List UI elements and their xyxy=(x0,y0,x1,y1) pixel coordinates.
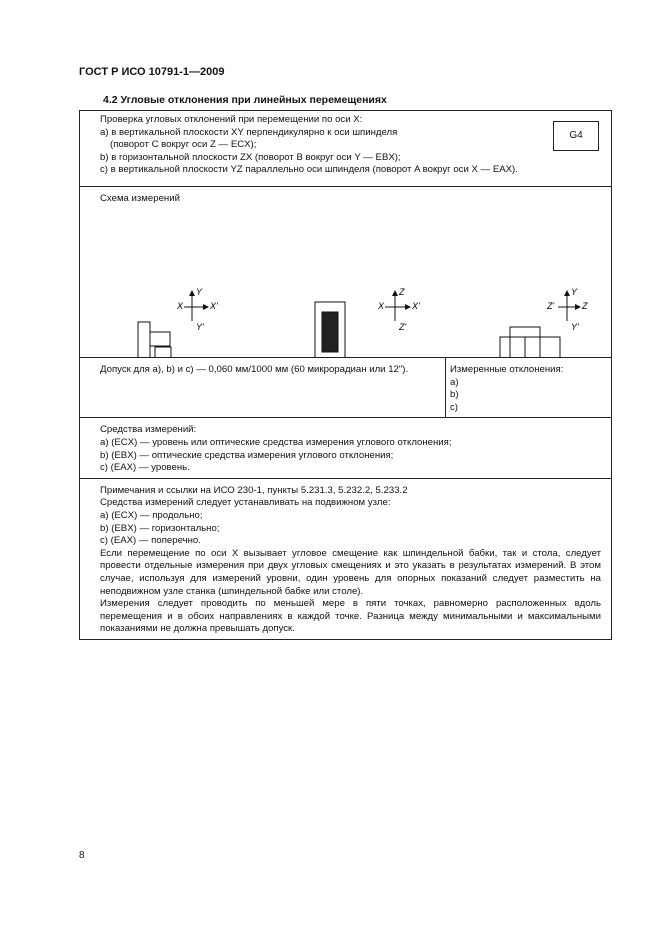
axis-label: Z xyxy=(399,287,405,297)
scheme-title: Схема измерений xyxy=(100,193,180,204)
instruments-title: Средства измерений: xyxy=(100,424,197,436)
axis-label: X xyxy=(378,301,385,311)
measured-item: a) xyxy=(450,376,459,388)
axis-label: Y' xyxy=(571,322,579,332)
tolerance-text: Допуск для a), b) и c) — 0,060 мм/1000 мм (60 микрорадиан или 12"). xyxy=(100,364,409,375)
axis-label: Z' xyxy=(399,322,407,332)
instrument-item: c) (EAX) — уровень. xyxy=(100,462,190,474)
notes-item: c) (EAX) — поперечно. xyxy=(100,535,201,547)
machine-c-drawing xyxy=(450,327,570,357)
notes-cell xyxy=(80,478,612,639)
measurement-scheme-diagram xyxy=(80,187,613,357)
instrument-item: a) (ECX) — уровень или оптические средства измерения углового отклонения; xyxy=(100,436,452,448)
axis-label: X' xyxy=(210,301,218,311)
instruments-row xyxy=(80,418,612,478)
notes-mount: Средства измерений следует устанавливать на подвижном узле: xyxy=(100,497,391,509)
check-line: (поворот C вокруг оси Z — ECX); xyxy=(110,139,257,151)
check-description-row xyxy=(80,111,612,187)
measured-item: b) xyxy=(450,389,459,401)
notes-paragraph: Если перемещение по оси X вызывает угловое смещение как шпиндельной бабки, так и стола, следует провести отдельные измерения при двух угловых смещениях и это указать в результатах измерений. В этом случае, используя для измерений уровни, один уровень для опорных показаний следует разместить на неподвижном узле станка (шпиндельной бабке или столе). xyxy=(100,547,601,597)
axis-label: Y xyxy=(196,287,203,297)
check-description-cell xyxy=(80,111,612,187)
check-table xyxy=(79,110,612,640)
axis-label: Z xyxy=(582,301,588,311)
measured-title: Измеренные отклонения: xyxy=(450,364,564,375)
notes-row xyxy=(80,478,612,639)
tolerance-row xyxy=(80,358,612,418)
axes-b xyxy=(385,291,410,321)
check-line: Проверка угловых отклонений при перемещении по оси X: xyxy=(100,114,363,125)
notes-paragraph: Измерения следует проводить по меньшей мере в пяти точках, равномерно расположенных вдоль перемещения и в обоих направлениях в каждой точке. Разница между минимальными и максимальными показаниями не должна превышать допуск. xyxy=(100,598,601,635)
instruments-cell xyxy=(80,418,612,478)
scheme-row xyxy=(80,187,612,358)
notes-title: Примечания и ссылки на ИСО 230-1, пункты 5.231.3, 5.232.2, 5.233.2 xyxy=(100,484,408,496)
measured-item: c) xyxy=(450,401,458,413)
section-title: 4.2 Угловые отклонения при линейных перемещениях xyxy=(103,94,387,106)
machine-b-drawing xyxy=(240,302,382,357)
axis-label: X' xyxy=(412,301,420,311)
axis-label: Z' xyxy=(547,301,555,311)
machine-a-drawing xyxy=(118,322,208,357)
page-number: 8 xyxy=(79,850,85,861)
measured-deviations-cell xyxy=(446,358,612,418)
check-line: c) в вертикальной плоскости YZ параллельно оси шпинделя (поворот A вокруг оси X — EAX). xyxy=(100,164,518,176)
axis-label: Y' xyxy=(196,322,204,332)
axis-label: Y xyxy=(571,287,578,297)
check-code-box: G4 xyxy=(553,121,599,151)
scheme-cell xyxy=(80,187,612,358)
notes-item: b) (EBX) — горизонтально; xyxy=(100,522,220,534)
axis-label: X xyxy=(177,301,184,311)
tolerance-cell xyxy=(80,358,446,418)
check-line: b) в горизонтальной плоскости ZX (поворот B вокруг оси Y — EBX); xyxy=(100,151,401,163)
instrument-item: b) (EBX) — оптические средства измерения углового отклонения; xyxy=(100,449,394,461)
notes-item: a) (ECX) — продольно; xyxy=(100,509,203,521)
check-line: а) в вертикальной плоскости XY перпендикулярно к оси шпинделя xyxy=(100,126,398,138)
document-header: ГОСТ Р ИСО 10791-1—2009 xyxy=(79,66,225,78)
